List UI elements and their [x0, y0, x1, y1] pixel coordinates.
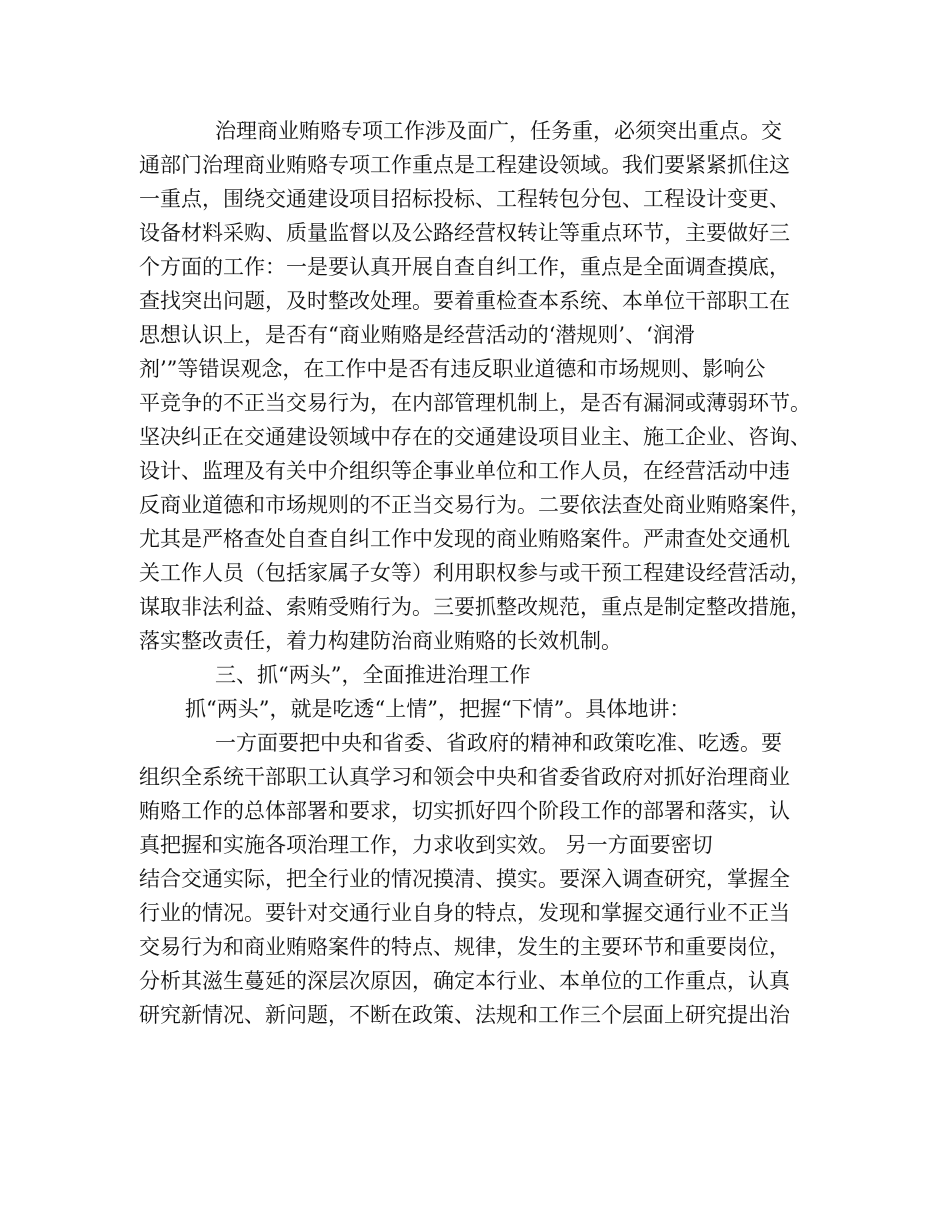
paragraph-line: 一重点，围绕交通建设项目招标投标、工程转包分包、工程设计变更、 — [139, 187, 790, 211]
paragraph-line: 研究新情况、新问题，不断在政策、法规和工作三个层面上研究提出治 — [139, 1003, 790, 1027]
paragraph-line: 组织全系统干部职工认真学习和领会中央和省委省政府对抓好治理商业 — [139, 765, 790, 789]
paragraph-line: 贿赂工作的总体部署和要求，切实抓好四个阶段工作的部署和落实，认 — [139, 799, 790, 823]
paragraph-line: 剂’”等错误观念，在工作中是否有违反职业道德和市场规则、影响公 — [139, 357, 766, 381]
paragraph-line: 关工作人员（包括家属子女等）利用职权参与或干预工程建设经营活动， — [139, 561, 811, 585]
paragraph-line: 真把握和实施各项治理工作，力求收到实效。 另一方面要密切 — [139, 833, 713, 857]
paragraph-line: 反商业道德和市场规则的不正当交易行为。二要依法查处商业贿赂案件， — [139, 493, 811, 517]
paragraph-line: 行业的情况。要针对交通行业自身的特点，发现和掌握交通行业不正当 — [139, 901, 790, 925]
paragraph-line: 抓“两头”，就是吃透“上情”，把握“下情”。具体地讲： — [185, 697, 691, 721]
paragraph-line: 平竞争的不正当交易行为，在内部管理机制上，是否有漏洞或薄弱环节。 — [139, 391, 811, 415]
paragraph-line: 结合交通实际，把全行业的情况摸清、摸实。要深入调查研究，掌握全 — [139, 867, 790, 891]
paragraph-line: 一方面要把中央和省委、省政府的精神和政策吃准、吃透。要 — [215, 731, 782, 755]
paragraph-line: 谋取非法利益、索贿受贿行为。三要抓整改规范，重点是制定整改措施， — [139, 595, 811, 619]
paragraph-line: 坚决纠正在交通建设领域中存在的交通建设项目业主、施工企业、咨询、 — [139, 425, 811, 449]
paragraph-line: 治理商业贿赂专项工作涉及面广，任务重，必须突出重点。交 — [215, 119, 782, 143]
paragraph-line: 通部门治理商业贿赂专项工作重点是工程建设领域。我们要紧紧抓住这 — [139, 153, 790, 177]
paragraph-line: 查找突出问题，及时整改处理。要着重检查本系统、本单位干部职工在 — [139, 289, 790, 313]
paragraph-line: 设备材料采购、质量监督以及公路经营权转让等重点环节，主要做好三 — [139, 221, 790, 245]
paragraph-line: 落实整改责任，着力构建防治商业贿赂的长效机制。 — [139, 629, 622, 653]
paragraph-line: 交易行为和商业贿赂案件的特点、规律，发生的主要环节和重要岗位， — [139, 935, 790, 959]
paragraph-line: 个方面的工作：一是要认真开展自查自纠工作，重点是全面调查摸底， — [139, 255, 790, 279]
paragraph-line: 尤其是严格查处自查自纠工作中发现的商业贿赂案件。严肃查处交通机 — [139, 527, 790, 551]
paragraph-line: 分析其滋生蔓延的深层次原因，确定本行业、本单位的工作重点，认真 — [139, 969, 790, 993]
paragraph-line: 思想认识上，是否有“商业贿赂是经营活动的‘潜规则’、‘润滑 — [139, 323, 695, 347]
paragraph-line: 设计、监理及有关中介组织等企事业单位和工作人员，在经营活动中违 — [139, 459, 790, 483]
section-heading: 三、抓“两头”，全面推进治理工作 — [215, 663, 531, 687]
